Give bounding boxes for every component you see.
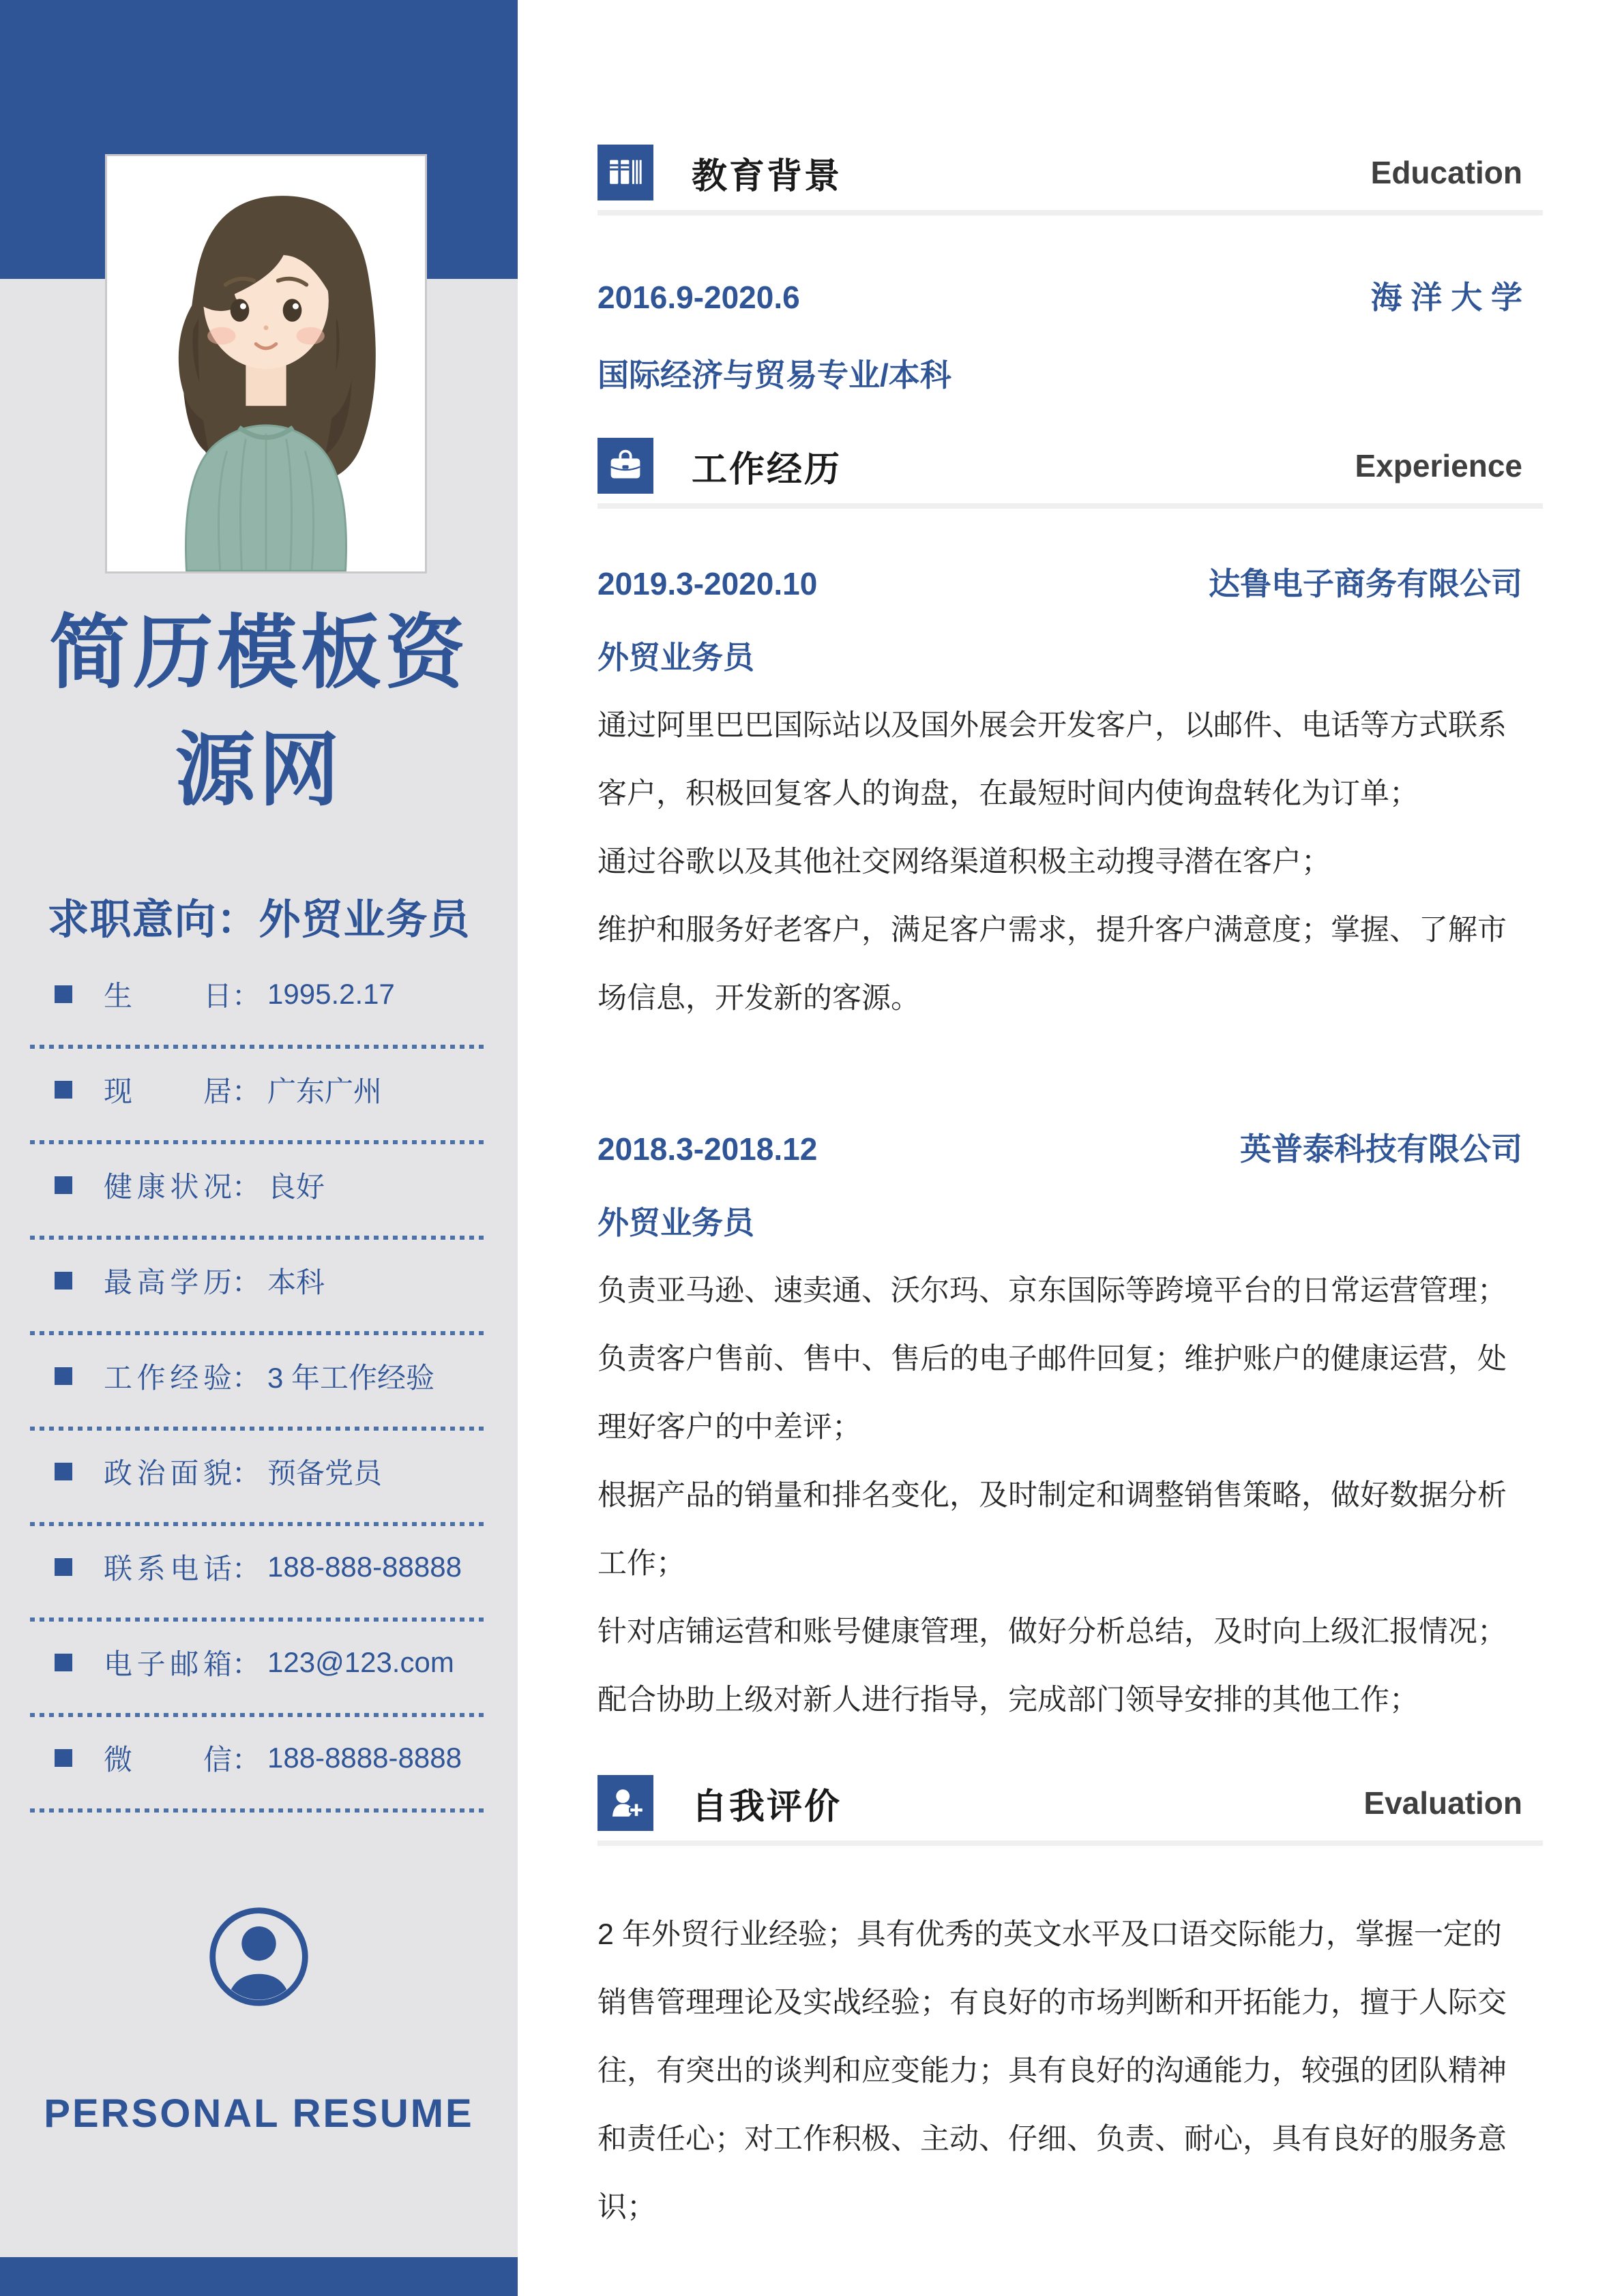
briefcase-icon: [597, 438, 653, 494]
section-title: 自我评价: [692, 1787, 842, 1827]
experience-description: [597, 1257, 1522, 1734]
info-colon: ：: [232, 1457, 261, 1489]
square-bullet-icon: [55, 1654, 72, 1671]
info-label: 健康状况: [104, 1171, 232, 1203]
section-header-education: [597, 145, 1543, 200]
section-title: 教育背景: [692, 156, 842, 196]
info-label: 最高学历: [104, 1266, 232, 1298]
experience-entry-head: [597, 559, 1543, 604]
info-value: 良好: [267, 1171, 325, 1203]
profile-photo-illustration: [107, 156, 425, 571]
info-label: 电子邮箱: [104, 1648, 232, 1680]
info-colon: ：: [232, 1266, 261, 1298]
info-value: 123@123.com: [267, 1646, 454, 1678]
info-value: 188-8888-8888: [267, 1742, 462, 1774]
experience-period: 2018.3-2018.12: [597, 1131, 818, 1167]
experience-paragraph: 通过阿里巴巴国际站以及国外展会开发客户，以邮件、电话等方式联系客户，积极回复客人的询盘，在最短时间内使询盘转化为订单；: [597, 709, 1507, 810]
list-item: [29, 1335, 490, 1431]
section-divider: [597, 1840, 1543, 1846]
info-label: 现居: [104, 1075, 232, 1107]
list-item: [29, 953, 490, 1049]
experience-period: 2019.3-2020.10: [597, 566, 818, 601]
sidebar-footer-band: [0, 2257, 518, 2296]
experience-description: [597, 691, 1522, 1032]
experience-paragraph: 维护和服务好老客户，满足客户需求，提升客户满意度；掌握、了解市场信息，开发新的客源。: [597, 914, 1507, 1015]
info-label: 政治面貌: [104, 1457, 232, 1489]
list-item: [29, 1431, 490, 1526]
info-colon: ：: [232, 1648, 261, 1680]
section-title-en: Education: [1370, 155, 1522, 190]
info-colon: ：: [232, 980, 261, 1012]
info-label: 生日: [104, 980, 232, 1012]
square-bullet-icon: [55, 1749, 72, 1767]
experience-paragraph: 通过谷歌以及其他社交网络渠道积极主动搜寻潜在客户；: [597, 846, 1331, 878]
experience-paragraph: 配合协助上级对新人进行指导，完成部门领导安排的其他工作；: [597, 1684, 1419, 1716]
square-bullet-icon: [55, 1272, 72, 1289]
experience-paragraph: 负责亚马逊、速卖通、沃尔玛、京东国际等跨境平台的日常运营管理；: [597, 1274, 1507, 1307]
section-experience: [597, 438, 1543, 1734]
education-entry-head: [597, 273, 1543, 318]
square-bullet-icon: [55, 1558, 72, 1576]
info-colon: ：: [232, 1362, 261, 1394]
section-title-en: Experience: [1355, 448, 1522, 483]
info-value: 188-888-88888: [267, 1551, 462, 1583]
section-header-evaluation: [597, 1775, 1543, 1831]
sidebar: [0, 0, 518, 2296]
evaluation-description: [597, 1900, 1522, 2241]
square-bullet-icon: [55, 1176, 72, 1194]
person-circle-icon: [0, 1904, 518, 2013]
square-bullet-icon: [55, 1367, 72, 1385]
section-header-experience: [597, 438, 1543, 494]
list-item: [29, 1622, 490, 1717]
evaluation-paragraph: 2 年外贸行业经验；具有优秀的英文水平及口语交际能力，掌握一定的销售管理理论及实战经验；有良好的市场判断和开拓能力，擅于人际交往，有突出的谈判和应变能力；具有良好的沟通能力，较强的团队精神和责任心；对工作积极、主动、仔细、负责、耐心，具有良好的服务意识；: [597, 1918, 1507, 2224]
job-objective: 求职意向：外贸业务员: [47, 896, 471, 942]
experience-company: 英普泰科技有限公司: [1240, 1131, 1522, 1167]
section-title-en: Evaluation: [1363, 1785, 1522, 1821]
square-bullet-icon: [55, 985, 72, 1003]
section-title: 工作经历: [692, 449, 842, 490]
candidate-name: [0, 595, 518, 829]
info-value: 广东广州: [267, 1075, 383, 1107]
info-value: 预备党员: [267, 1457, 383, 1489]
education-school: 海 洋 大 学: [1370, 280, 1522, 315]
info-label: 联系电话: [104, 1553, 232, 1585]
experience-paragraph: 针对店铺运营和账号健康管理，做好分析总结，及时向上级汇报情况；: [597, 1615, 1507, 1648]
section-divider: [597, 210, 1543, 215]
list-item: [29, 1049, 490, 1144]
info-colon: ：: [232, 1171, 261, 1203]
info-value: 1995.2.17: [267, 978, 395, 1010]
person-plus-icon: [597, 1775, 653, 1831]
experience-role: 外贸业务员: [597, 1205, 754, 1240]
section-divider: [597, 503, 1543, 509]
personal-info-list: [29, 953, 490, 1813]
square-bullet-icon: [55, 1081, 72, 1099]
list-item: [29, 1526, 490, 1622]
education-major: 国际经济与贸易专业/本科: [597, 357, 951, 393]
resume-main: [597, 0, 1543, 2241]
info-label: 工作经验: [104, 1362, 232, 1394]
section-evaluation: [597, 1775, 1543, 2241]
list-item: [29, 1144, 490, 1240]
info-colon: ：: [232, 1744, 261, 1776]
profile-photo: [105, 154, 427, 573]
experience-entry-head: [597, 1124, 1543, 1169]
education-period: 2016.9-2020.6: [597, 280, 800, 315]
info-value: 3 年工作经验: [267, 1362, 435, 1394]
square-bullet-icon: [55, 1463, 72, 1480]
info-value: 本科: [267, 1266, 325, 1298]
experience-paragraph: 根据产品的销量和排名变化，及时制定和调整销售策略，做好数据分析工作；: [597, 1479, 1507, 1580]
section-education: [597, 145, 1543, 396]
footer-title: PERSONAL RESUME: [44, 2091, 474, 2136]
books-icon: [597, 145, 653, 200]
list-item: [29, 1717, 490, 1813]
info-colon: ：: [232, 1553, 261, 1585]
experience-role: 外贸业务员: [597, 640, 754, 675]
info-colon: ：: [232, 1075, 261, 1107]
candidate-name-line2: 源网: [175, 726, 343, 816]
experience-company: 达鲁电子商务有限公司: [1209, 566, 1522, 601]
list-item: [29, 1240, 490, 1335]
info-label: 微信: [104, 1744, 232, 1776]
candidate-name-line1: 简历模板资: [48, 608, 469, 698]
experience-paragraph: 负责客户售前、售中、售后的电子邮件回复；维护账户的健康运营，处理好客户的中差评；: [597, 1343, 1507, 1444]
